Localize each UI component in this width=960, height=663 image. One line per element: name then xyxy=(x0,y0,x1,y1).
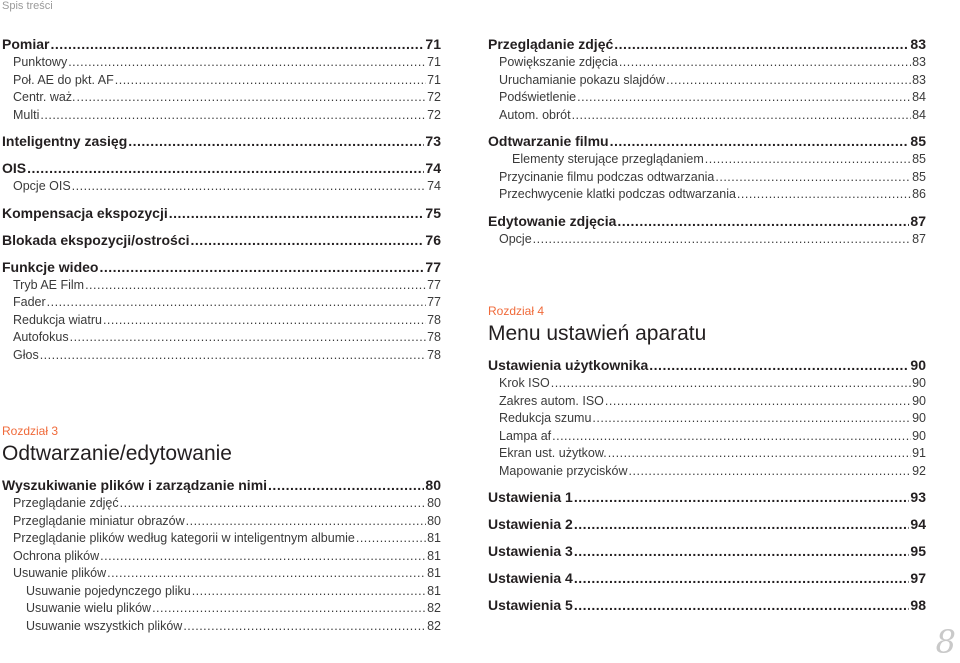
dot-leader xyxy=(85,277,426,295)
toc-entry-title: Odtwarzanie filmu xyxy=(488,133,609,149)
chapter-entry-list xyxy=(488,356,926,615)
toc-entry[interactable] xyxy=(2,548,441,566)
toc-entry-title: Elementy sterujące przeglądaniem xyxy=(512,152,704,166)
toc-entry-page: 86 xyxy=(912,187,926,201)
dot-leader xyxy=(577,89,911,107)
toc-entry[interactable] xyxy=(2,54,441,72)
toc-entry[interactable] xyxy=(488,89,926,107)
dot-leader xyxy=(120,495,426,513)
page-number: 8 xyxy=(935,623,956,661)
toc-entry-title: Ustawienia użytkownika xyxy=(488,357,649,373)
toc-entry[interactable] xyxy=(2,530,441,548)
toc-entry-title: Inteligentny zasięg xyxy=(2,133,128,149)
dot-leader xyxy=(268,476,424,495)
toc-entry-title: Centr. waż. xyxy=(13,90,76,104)
toc-entry-page: 84 xyxy=(912,107,926,122)
toc-entry[interactable] xyxy=(488,515,926,534)
toc-entry-title: Poł. AE do pkt. AF xyxy=(13,72,114,87)
toc-entry-page: 74 xyxy=(425,160,441,176)
dot-leader xyxy=(610,132,910,151)
toc-entry-page: 85 xyxy=(912,169,926,184)
toc-entry-page: 84 xyxy=(912,90,926,104)
toc-entry-title: Tryb AE Film xyxy=(13,277,85,292)
dot-leader xyxy=(77,89,427,107)
dot-leader xyxy=(100,548,426,566)
toc-entry-page: 72 xyxy=(427,107,441,122)
toc-entry-page: 82 xyxy=(427,618,441,633)
dot-leader xyxy=(552,428,911,446)
toc-entry-title: Podświetlenie xyxy=(499,90,577,104)
dot-leader xyxy=(572,107,912,125)
toc-entry-title: Fader xyxy=(13,295,46,309)
toc-entry-page: 94 xyxy=(910,516,926,532)
dot-leader xyxy=(70,329,427,347)
toc-entry-page: 83 xyxy=(912,55,926,69)
toc-entry-title: Przeglądanie miniatur obrazów xyxy=(13,513,185,528)
toc-entry-title: Wyszukiwanie plików i zarządzanie nimi xyxy=(2,477,268,493)
toc-entry[interactable] xyxy=(488,231,926,249)
toc-entry-title: Przechwycenie klatki podczas odtwarzania xyxy=(499,187,736,201)
toc-entry-title: Opcje xyxy=(499,231,532,246)
toc-entry[interactable] xyxy=(2,35,441,54)
toc-entry-page: 73 xyxy=(425,133,441,149)
toc-entry[interactable] xyxy=(2,312,441,330)
dot-leader xyxy=(605,393,911,411)
section-header: Spis treści xyxy=(2,0,53,12)
chapter-title: Menu ustawień aparatu xyxy=(488,322,707,345)
toc-entry[interactable] xyxy=(488,35,926,54)
toc-entry[interactable] xyxy=(488,107,926,125)
dot-leader xyxy=(574,488,910,507)
toc-entry-page: 87 xyxy=(910,212,926,229)
toc-entry-page: 90 xyxy=(912,428,926,443)
toc-entry[interactable] xyxy=(2,72,441,90)
dot-leader xyxy=(47,294,426,312)
toc-entry-page: 91 xyxy=(912,446,926,460)
dot-leader xyxy=(629,463,912,481)
toc-entry[interactable] xyxy=(488,72,926,90)
dot-leader xyxy=(608,445,911,463)
dot-leader xyxy=(649,356,909,375)
toc-entry-page: 78 xyxy=(427,330,441,344)
toc-left-column xyxy=(2,35,441,635)
toc-entry-page: 95 xyxy=(910,543,926,559)
dot-leader xyxy=(533,231,911,249)
toc-entry[interactable] xyxy=(2,513,441,531)
toc-entry[interactable] xyxy=(2,476,441,495)
toc-entry[interactable] xyxy=(2,159,441,178)
toc-entry-title: Opcje OIS xyxy=(13,179,71,193)
toc-entry-title: Punktowy xyxy=(13,55,68,69)
toc-entry-title: Lampa af xyxy=(499,428,552,443)
toc-entry-page: 80 xyxy=(427,513,441,528)
toc-entry-title: Głos xyxy=(13,347,39,362)
dot-leader xyxy=(614,35,909,54)
toc-entry[interactable] xyxy=(2,583,441,601)
toc-entry-page: 98 xyxy=(910,597,926,613)
chapter-label: Rozdział 3 xyxy=(2,424,59,438)
toc-entry[interactable] xyxy=(488,186,926,204)
toc-entry[interactable] xyxy=(488,393,926,411)
toc-entry-title: Powiększanie zdjęcia xyxy=(499,55,618,69)
toc-entry[interactable] xyxy=(488,356,926,375)
toc-entry[interactable] xyxy=(2,618,441,636)
dot-leader xyxy=(128,132,424,151)
dot-leader xyxy=(40,347,426,365)
dot-leader xyxy=(115,72,426,90)
toc-entry[interactable] xyxy=(2,495,441,513)
dot-leader xyxy=(574,515,910,534)
toc-entry-page: 83 xyxy=(912,72,926,87)
toc-entry-page: 83 xyxy=(910,36,926,52)
toc-entry-title: Multi xyxy=(13,107,40,122)
toc-entry-title: Przeglądanie zdjęć xyxy=(13,496,119,510)
toc-entry[interactable] xyxy=(2,231,441,250)
toc-entry-title: Przeglądanie plików według kategorii w inteligentnym albumie xyxy=(13,531,355,545)
toc-entry-title: Przeglądanie zdjęć xyxy=(488,36,614,52)
toc-entry-title: Krok ISO xyxy=(499,376,550,390)
toc-entry-page: 74 xyxy=(427,179,441,193)
toc-entry[interactable] xyxy=(2,107,441,125)
toc-entry-title: Usuwanie wielu plików xyxy=(26,601,152,615)
toc-entry-title: Autofokus xyxy=(13,330,69,344)
dot-leader xyxy=(619,54,911,72)
toc-entry-page: 81 xyxy=(427,531,441,545)
dot-leader xyxy=(183,618,426,636)
dot-leader xyxy=(574,542,910,561)
toc-entry[interactable] xyxy=(2,258,441,277)
toc-entry[interactable] xyxy=(488,569,926,588)
toc-entry-page: 71 xyxy=(427,72,441,87)
dot-leader xyxy=(715,169,911,187)
toc-entry-page: 90 xyxy=(910,357,926,373)
toc-entry-title: Zakres autom. ISO xyxy=(499,393,604,408)
toc-entry-list xyxy=(488,35,926,248)
dot-leader xyxy=(617,212,909,231)
chapter-entry-list xyxy=(2,476,441,635)
dot-leader xyxy=(68,54,426,72)
toc-entry[interactable] xyxy=(2,565,441,583)
toc-entry[interactable] xyxy=(488,54,926,72)
toc-entry-title: Edytowanie zdjęcia xyxy=(488,212,617,229)
toc-entry[interactable] xyxy=(488,596,926,615)
toc-entry-page: 92 xyxy=(912,463,926,478)
toc-entry-title: Redukcja wiatru xyxy=(13,312,102,327)
toc-entry-title: Mapowanie przycisków xyxy=(499,463,628,478)
toc-entry-title: Kompensacja ekspozycji xyxy=(2,204,168,221)
toc-entry-title: Usuwanie plików xyxy=(13,566,107,580)
toc-entry[interactable] xyxy=(2,132,441,151)
toc-entry-title: Ustawienia 4 xyxy=(488,570,573,586)
dot-leader xyxy=(107,565,426,583)
dot-leader xyxy=(186,513,426,531)
toc-entry[interactable] xyxy=(488,212,926,231)
chapter-title: Odtwarzanie/edytowanie xyxy=(2,442,232,465)
toc-entry-page: 78 xyxy=(427,312,441,327)
toc-entry-page: 80 xyxy=(427,496,441,510)
toc-entry-page: 77 xyxy=(427,295,441,309)
toc-entry-page: 82 xyxy=(427,601,441,615)
toc-entry-title: Autom. obrót xyxy=(499,107,571,122)
toc-entry-page: 97 xyxy=(910,570,926,586)
dot-leader xyxy=(72,178,426,196)
dot-leader xyxy=(169,204,425,223)
toc-entry-page: 71 xyxy=(427,55,441,69)
dot-leader xyxy=(574,596,910,615)
toc-entry[interactable] xyxy=(2,178,441,196)
dot-leader xyxy=(551,375,911,393)
toc-entry[interactable] xyxy=(488,463,926,481)
toc-entry-page: 81 xyxy=(427,566,441,580)
toc-entry-page: 87 xyxy=(912,231,926,246)
toc-entry-title: Pomiar xyxy=(2,36,50,52)
toc-entry[interactable] xyxy=(488,488,926,507)
toc-entry[interactable] xyxy=(488,428,926,446)
toc-entry[interactable] xyxy=(2,277,441,295)
toc-entry-page: 77 xyxy=(427,277,441,292)
dot-leader xyxy=(40,107,426,125)
toc-entry[interactable] xyxy=(2,600,441,618)
dot-leader xyxy=(574,569,910,588)
toc-entry-page: 81 xyxy=(427,548,441,563)
toc-entry-title: Ustawienia 5 xyxy=(488,597,573,613)
dot-leader xyxy=(737,186,911,204)
toc-entry[interactable] xyxy=(488,151,926,169)
toc-entry-title: Przycinanie filmu podczas odtwarzania xyxy=(499,169,715,184)
toc-entry-page: 78 xyxy=(427,347,441,362)
toc-entry-title: Ustawienia 3 xyxy=(488,543,573,559)
toc-entry-title: Uruchamianie pokazu slajdów xyxy=(499,72,666,87)
toc-entry-page: 77 xyxy=(425,258,441,275)
dot-leader xyxy=(50,35,424,54)
toc-entry-page: 90 xyxy=(912,376,926,390)
dot-leader xyxy=(666,72,911,90)
toc-entry-title: Ochrona plików xyxy=(13,548,100,563)
toc-entry-page: 80 xyxy=(425,477,441,493)
toc-entry-page: 81 xyxy=(427,583,441,598)
dot-leader xyxy=(152,600,426,618)
toc-entry-title: Blokada ekspozycji/ostrości xyxy=(2,231,190,248)
toc-entry-title: Funkcje wideo xyxy=(2,258,99,275)
toc-entry-page: 71 xyxy=(425,36,441,52)
dot-leader xyxy=(592,410,911,428)
toc-entry-page: 75 xyxy=(425,204,441,221)
toc-entry-page: 72 xyxy=(427,90,441,104)
dot-leader xyxy=(103,312,426,330)
dot-leader xyxy=(27,159,424,178)
toc-entry-title: Usuwanie pojedynczego pliku xyxy=(26,583,191,598)
dot-leader xyxy=(356,530,426,548)
toc-entry-page: 85 xyxy=(910,133,926,149)
toc-entry[interactable] xyxy=(2,347,441,365)
toc-entry[interactable] xyxy=(488,169,926,187)
toc-entry-page: 90 xyxy=(912,393,926,408)
toc-entry-list xyxy=(2,35,441,364)
toc-entry[interactable] xyxy=(2,329,441,347)
toc-entry-title: Ustawienia 2 xyxy=(488,516,573,532)
toc-entry[interactable] xyxy=(2,204,441,223)
toc-entry[interactable] xyxy=(488,445,926,463)
chapter-4-section xyxy=(488,304,926,615)
toc-entry-title: Redukcja szumu xyxy=(499,411,592,425)
dot-leader xyxy=(191,231,425,250)
chapter-3-section xyxy=(2,424,441,635)
chapter-label: Rozdział 4 xyxy=(488,304,545,318)
dot-leader xyxy=(99,258,424,277)
toc-entry[interactable] xyxy=(2,294,441,312)
toc-entry-title: OIS xyxy=(2,160,27,176)
toc-entry-page: 76 xyxy=(425,231,441,248)
dot-leader xyxy=(192,583,426,601)
toc-entry[interactable] xyxy=(488,542,926,561)
toc-entry-title: Usuwanie wszystkich plików xyxy=(26,618,183,633)
toc-entry-title: Ekran ust. użytkow. xyxy=(499,446,607,460)
toc-entry[interactable] xyxy=(488,132,926,151)
toc-entry-page: 85 xyxy=(912,152,926,166)
toc-entry-page: 90 xyxy=(912,411,926,425)
toc-right-column xyxy=(488,35,926,615)
toc-entry[interactable] xyxy=(2,89,441,107)
dot-leader xyxy=(705,151,911,169)
toc-entry[interactable] xyxy=(488,410,926,428)
toc-entry-page: 93 xyxy=(910,489,926,505)
toc-entry[interactable] xyxy=(488,375,926,393)
toc-entry-title: Ustawienia 1 xyxy=(488,489,573,505)
